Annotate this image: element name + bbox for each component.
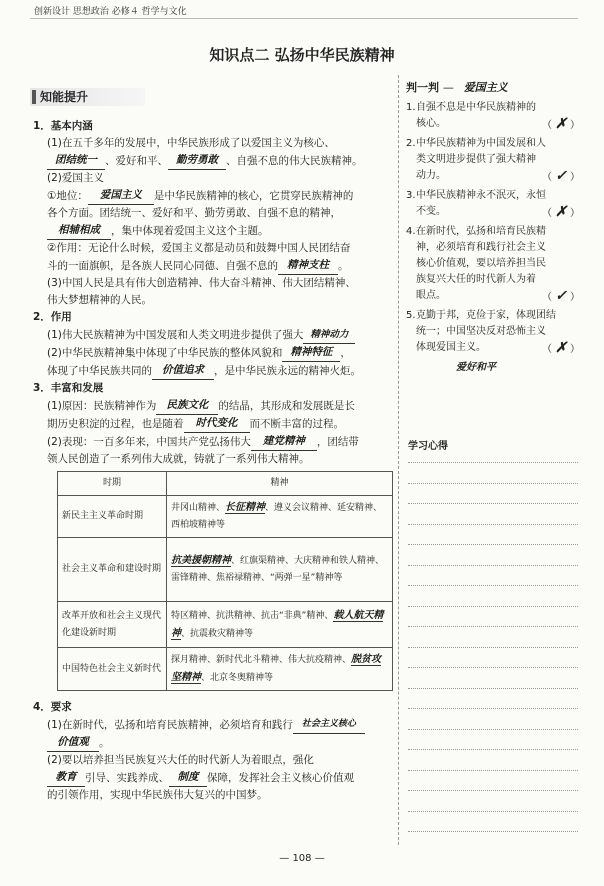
check-mark-icon: ✓ bbox=[555, 168, 567, 184]
judge-item-text: 神，必须培育和践行社会主义 bbox=[416, 242, 546, 253]
notes-rule-line bbox=[408, 790, 578, 791]
spirit-pre: 探月精神、新时代北斗精神、伟大抗疫精神、 bbox=[171, 655, 352, 665]
judge-item-line bbox=[406, 272, 584, 288]
s3-p1-post: 的结晶，其形成和发展既是长 bbox=[218, 400, 355, 412]
notes-rule-line bbox=[408, 667, 578, 668]
s1-p2: (2)爱国主义 bbox=[47, 172, 104, 184]
notes-title: 学习心得 bbox=[408, 441, 448, 452]
judge-item bbox=[406, 224, 584, 304]
page-number: — 108 — bbox=[279, 853, 325, 864]
hw-s4-1: 社会主义核心 bbox=[293, 716, 365, 734]
paren-close: ） bbox=[570, 344, 580, 355]
notes-rule-line bbox=[408, 565, 578, 566]
notes-rule-line bbox=[408, 606, 578, 607]
header-rule bbox=[30, 18, 578, 19]
answer-box[interactable] bbox=[542, 116, 580, 134]
judge-item-text: 不变。 bbox=[416, 206, 446, 217]
s1-p5: (3)中国人民是具有伟大创造精神、伟大奋斗精神、伟大团结精神、 bbox=[47, 277, 356, 289]
s1-p3-post: 是中华民族精神的核心，它贯穿民族精神的 bbox=[153, 190, 354, 202]
spirit-table bbox=[57, 471, 393, 691]
s1-p5b: 伟大梦想精神的人民。 bbox=[47, 294, 152, 306]
s1-title: 1．基本内涵 bbox=[33, 120, 93, 132]
answer-box[interactable] bbox=[542, 340, 580, 358]
s4-body bbox=[33, 716, 393, 804]
hw-s4-2: 价值观 bbox=[47, 734, 99, 752]
judge-item-number: 3. bbox=[406, 190, 416, 201]
s3-p2-pre: (2)表现：一百多年来，中国共产党弘扬伟大 bbox=[47, 436, 251, 448]
notes-rule-line bbox=[408, 544, 578, 545]
section-marker bbox=[32, 90, 36, 104]
s1-p1-pre: (1)在五千多年的发展中，中华民族形成了以爱国主义为核心、 bbox=[47, 137, 335, 149]
cross-mark-icon: ✗ bbox=[555, 340, 567, 356]
paren-close: ） bbox=[570, 208, 580, 219]
paren-close: ） bbox=[570, 120, 580, 131]
notes-rule-line bbox=[408, 585, 578, 586]
judge-item-text: 中华民族精神永不泯灭，永恒 bbox=[416, 190, 546, 201]
judge-item-line bbox=[406, 224, 584, 240]
s4-p1-pre: (1)在新时代，弘扬和培育民族精神，必须培育和践行 bbox=[47, 719, 293, 731]
table-row bbox=[58, 496, 393, 538]
judge-item-text: 克勤于邦，克俭于家，体现团结 bbox=[416, 310, 556, 321]
s4-p2b-post: 保障，发挥社会主义核心价值观 bbox=[207, 772, 354, 784]
s4-p2: (2)要以培养担当民族复兴大任的时代新人为着眼点，强化 bbox=[47, 754, 314, 766]
notes-rule-line bbox=[408, 688, 578, 689]
hw-s4-4: 制度 bbox=[169, 769, 207, 787]
notes-rule-line bbox=[408, 524, 578, 525]
s4-p2b-mid: 引导、实践养成、 bbox=[85, 772, 169, 784]
spirit-pre: 特区精神、抗洪精神、抗击“非典”精神、 bbox=[171, 610, 334, 621]
s3-p1-pre: (1)原因：民族精神作为 bbox=[47, 400, 157, 412]
notes-rule-line bbox=[408, 626, 578, 627]
notes-rule-line bbox=[408, 483, 578, 484]
s2-p2-post: ， bbox=[340, 347, 351, 359]
judge-item-line bbox=[406, 188, 584, 204]
notes-rule-line bbox=[408, 462, 578, 463]
judge-item-line bbox=[406, 204, 584, 220]
judge-item-line bbox=[406, 168, 584, 184]
spirit-pre: 井冈山精神、 bbox=[171, 503, 226, 513]
check-mark-icon: ✓ bbox=[555, 288, 567, 304]
s2-body bbox=[33, 326, 393, 380]
judge-item-text: 核心价值观，要以培养担当民 bbox=[416, 258, 546, 269]
s2-p2-pre: (2)中华民族精神集中体现了中华民族的整体风貌和 bbox=[47, 347, 283, 359]
s1-p3b: 各个方面。团结统一、爱好和平、勤劳勇敢、自强不息的精神， bbox=[47, 207, 341, 219]
s2-p2b-pre: 体现了中华民族共同的 bbox=[47, 365, 152, 377]
hw-s4-3: 教育 bbox=[47, 769, 85, 787]
s1-p4b-post: 。 bbox=[338, 260, 349, 272]
s1-p3-pre: ①地位： bbox=[47, 190, 88, 202]
paren-open: （ bbox=[542, 120, 552, 131]
answer-box[interactable] bbox=[542, 204, 580, 222]
hw-s2-2: 精神特征 bbox=[282, 344, 340, 362]
s3-p2b: 领人民创造了一系列伟大成就，铸就了一系列伟大精神。 bbox=[47, 453, 310, 465]
judge-item-line bbox=[406, 100, 584, 116]
spirit-cell bbox=[167, 602, 393, 648]
spirit-post: 、红旗渠精神、大庆精神和铁人精神、雷锋精神、焦裕禄精神、“两弹一星”精神等 bbox=[171, 556, 385, 583]
paren-close: ） bbox=[570, 172, 580, 183]
period-cell: 改革开放和社会主义现代化建设新时期 bbox=[58, 602, 167, 648]
paren-open: （ bbox=[542, 208, 552, 219]
judge-title-row: 判一判 — 爱国主义 bbox=[406, 81, 508, 94]
judge-item-text: 自强不息是中华民族精神的 bbox=[416, 102, 536, 113]
judge-item-line bbox=[406, 240, 584, 256]
section-label-text: 知能提升 bbox=[40, 90, 89, 104]
notes-rule-line bbox=[408, 729, 578, 730]
cross-mark-icon: ✗ bbox=[555, 116, 567, 132]
paren-close: ） bbox=[570, 292, 580, 303]
cross-mark-icon: ✗ bbox=[555, 204, 567, 220]
hw-s2-1: 精神动力 bbox=[303, 326, 355, 344]
spirit-post: 、北京冬奥精神等 bbox=[201, 673, 274, 683]
judge-item-text: 类文明进步提供了强大精神 bbox=[416, 154, 536, 165]
hw-judge-title: 爱国主义 bbox=[463, 81, 508, 94]
period-cell: 社会主义革命和建设时期 bbox=[58, 538, 167, 602]
judge-item-number: 1. bbox=[406, 102, 416, 113]
hw-table-2: 抗美援朝精神 bbox=[171, 555, 231, 566]
section-label bbox=[30, 88, 145, 106]
s3-p1b-pre: 期历史积淀的过程，也是随着 bbox=[47, 418, 184, 430]
main-column bbox=[33, 118, 393, 804]
notes-rule-line bbox=[408, 503, 578, 504]
running-header: 创新设计 思想政治 必修４ 哲学与文化 bbox=[34, 7, 187, 17]
s2-p1-pre: (1)伟大民族精神为中国发展和人类文明进步提供了强大 bbox=[47, 329, 304, 341]
table-row bbox=[58, 538, 393, 602]
judge-item bbox=[406, 100, 584, 132]
hw-s3-3: 建党精神 bbox=[251, 433, 317, 451]
judge-item-text: 在新时代，弘扬和培育民族精 bbox=[416, 226, 546, 237]
spirit-post: 、抗震救灾精神等 bbox=[181, 628, 254, 639]
hw-table-4: 脱贫攻坚精神 bbox=[171, 654, 382, 683]
hw-s3-1: 民族文化 bbox=[156, 397, 218, 415]
hw-s1-5: 精神支柱 bbox=[278, 257, 338, 275]
judge-item-line bbox=[406, 288, 584, 304]
judge-item-text: 中华民族精神为中国发展和人 bbox=[416, 138, 546, 149]
notes-rule-line bbox=[408, 708, 578, 709]
table-header-row bbox=[58, 472, 393, 496]
spirit-cell bbox=[167, 538, 393, 602]
judge-item-line bbox=[406, 152, 584, 168]
judge-item-text: 核心。 bbox=[416, 118, 446, 129]
s3-title: 3．丰富和发展 bbox=[33, 382, 104, 394]
s3-body bbox=[33, 397, 393, 468]
s1-p4b-pre: 斗的一面旗帜，是各族人民同心同德、自强不息的 bbox=[47, 260, 278, 272]
hw-table-3: 载人航天精神 bbox=[171, 609, 384, 639]
s2-p2b-post: ，是中华民族永远的精神火炬。 bbox=[214, 365, 361, 377]
spirit-cell bbox=[167, 496, 393, 538]
s1-body bbox=[33, 135, 393, 309]
hw-s1-3: 爱国主义 bbox=[88, 187, 154, 205]
s1-p1-post: 、自强不息的伟大民族精神。 bbox=[226, 155, 363, 167]
judge-list bbox=[406, 100, 584, 356]
judge-item-text: 动力。 bbox=[416, 170, 446, 181]
judge-item-line bbox=[406, 136, 584, 152]
notes-rule-line bbox=[408, 770, 578, 771]
hw-table-1: 长征精神 bbox=[225, 502, 266, 513]
hw-judge-note: 爱好和平 bbox=[456, 362, 496, 373]
answer-box[interactable] bbox=[542, 168, 580, 186]
judge-item-text: 族复兴大任的时代新人为着 bbox=[416, 274, 536, 285]
table-row bbox=[58, 602, 393, 648]
hw-s1-4: 相辅相成 bbox=[47, 222, 111, 240]
s4-p1b-post: 。 bbox=[99, 737, 110, 749]
judge-item-number: 2. bbox=[406, 138, 416, 149]
s1-p3c-post: ，集中体现着爱国主义这个主题。 bbox=[111, 225, 269, 237]
judge-item-line bbox=[406, 256, 584, 272]
judge-item-line bbox=[406, 340, 584, 356]
s1-p4: ②作用：无论什么时候，爱国主义都是动员和鼓舞中国人民团结奋 bbox=[47, 242, 351, 254]
hw-s2-3: 价值追求 bbox=[152, 362, 214, 380]
hw-s1-2: 勤劳勇敢 bbox=[168, 152, 226, 170]
th-period: 时期 bbox=[58, 472, 167, 496]
notes-rule-line bbox=[408, 749, 578, 750]
page-title: 知识点二 弘扬中华民族精神 bbox=[209, 46, 395, 64]
column-divider bbox=[398, 75, 399, 845]
judge-panel bbox=[406, 80, 584, 376]
s1-p1-mid: 、爱好和平、 bbox=[105, 155, 168, 167]
table-row bbox=[58, 648, 393, 691]
judge-item-line bbox=[406, 324, 584, 340]
paren-open: （ bbox=[542, 344, 552, 355]
judge-item bbox=[406, 188, 584, 220]
judge-item-text: 统一；中国坚决反对恐怖主义 bbox=[416, 326, 546, 337]
period-cell: 新民主主义革命时期 bbox=[58, 496, 167, 538]
paren-open: （ bbox=[542, 172, 552, 183]
judge-item-number: 5. bbox=[406, 310, 416, 321]
judge-item-text: 体现爱国主义。 bbox=[416, 342, 486, 353]
judge-item bbox=[406, 308, 584, 356]
period-cell: 中国特色社会主义新时代 bbox=[58, 648, 167, 691]
s2-title: 2．作用 bbox=[33, 311, 72, 323]
hw-s3-2: 时代变化 bbox=[184, 415, 250, 433]
s4-p2c: 的引领作用，实现中华民族伟大复兴的中国梦。 bbox=[47, 789, 268, 801]
judge-item-line bbox=[406, 116, 584, 132]
judge-item bbox=[406, 136, 584, 184]
paren-open: （ bbox=[542, 292, 552, 303]
notes-rule-line bbox=[408, 647, 578, 648]
judge-item-number: 4. bbox=[406, 226, 416, 237]
judge-title: 判一判 bbox=[406, 81, 439, 94]
notes-rule-line bbox=[408, 811, 578, 812]
s4-title: 4．要求 bbox=[33, 701, 72, 713]
answer-box[interactable] bbox=[542, 288, 580, 306]
s3-p1b-post: 而不断丰富的过程。 bbox=[249, 418, 344, 430]
spirit-cell bbox=[167, 648, 393, 691]
hw-s1-1: 团结统一 bbox=[47, 152, 105, 170]
notes-rule-line bbox=[408, 831, 578, 832]
s3-p2-post: ，团结带 bbox=[316, 436, 359, 448]
judge-item-line bbox=[406, 308, 584, 324]
judge-item-text: 眼点。 bbox=[416, 290, 446, 301]
spirit-post: 、遵义会议精神、延安精神、西柏坡精神等 bbox=[171, 503, 383, 530]
th-spirit: 精神 bbox=[167, 472, 393, 496]
